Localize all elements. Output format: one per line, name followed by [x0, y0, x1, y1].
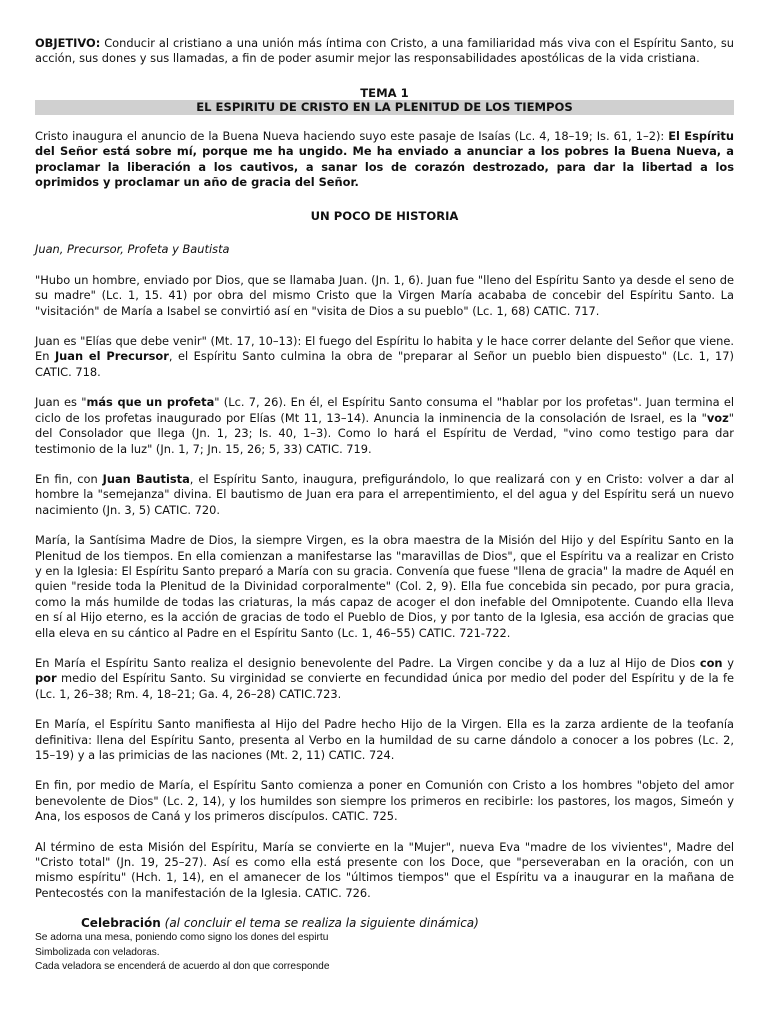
p6-text-a: En María el Espíritu Santo realiza el designio benevolente del Padre. La Virgen concibe y da a luz al Hijo de Dios [35, 655, 700, 670]
p6-bold-por: por [35, 671, 57, 686]
historia-subtitle: Juan, Precursor, Profeta y Bautista [35, 242, 230, 257]
celebracion-line-3: Cada veladora se encenderá de acuerdo al don que corresponde [35, 961, 330, 973]
p3-text-c: " (Lc. 7, 26). En él, el Espíritu Santo consuma el "hablar por los profetas". Juan termina el ciclo de los profetas inaugurado por Elías (Mt 11, 13–14). Anuncia la inminencia de la consolación de Israel, es la " [35, 395, 734, 425]
paragraph-9: Al término de esta Misión del Espíritu, María se convierte en la "Mujer", nueva Eva "madre de los vivientes", Madre del "Cristo total" (Jn. 19, 25–27). Así es como ella está presente con los Doce, que "perseveraban en la oración, con un mismo espíritu" (Hch. 1, 14), en el amanecer de los "últimos tiempos" que el Espíritu va a inaugurar en la mañana de Pentecostés con la manifestación de la Iglesia. CATIC. 726. [35, 839, 734, 900]
paragraph-6 [35, 656, 734, 702]
paragraph-7: En María, el Espíritu Santo manifiesta al Hijo del Padre hecho Hijo de la Virgen. Ella es la zarza ardiente de la teofanía definitiva: llena del Espíritu Santo, presenta al Verbo en la humildad de su carne dándolo a conocer a los pobres (Lc. 2, 15–19) y a las primicias de las naciones (Mt. 2, 11) CATIC. 724. [35, 717, 734, 762]
p4-bold: Juan Bautista [102, 471, 190, 486]
intro-paragraph [35, 129, 734, 191]
p4-text-c: , el Espíritu Santo, inaugura, prefigurándolo, lo que realizará con y en Cristo: volver a dar al hombre la "semejanza" divina. El bautismo de Juan era para el arrepentimiento, el del agua y del Espíritu será un nuevo nacimiento (Jn. 3, 5) CATIC. 720. [35, 471, 734, 517]
p6-text-e: medio del Espíritu Santo. Su virginidad se convierte en fecundidad única por medio del poder del Espíritu y de la fe (Lc. 1, 26–38; Rm. 4, 18–21; Ga. 4, 26–28) CATIC.723. [35, 671, 734, 701]
celebracion-line-2: Simbolizada con veladoras. [35, 946, 160, 958]
p2-text-a: Juan es "Elías que debe venir" (Mt. 17, 10–13): El fuego del Espíritu lo habita y le hace correr delante del Señor que viene. En [35, 334, 734, 364]
p2-bold: Juan el Precursor [54, 349, 169, 364]
p3-bold-voz: voz [706, 410, 729, 425]
objetivo-paragraph [35, 36, 734, 67]
paragraph-8: En fin, por medio de María, el Espíritu Santo comienza a poner en Comunión con Cristo a los hombres "objeto del amor benevolente de Dios" (Lc. 2, 14), y los humildes son siempre los primeros en recibirle: los pastores, los magos, Simeón y Ana, los esposos de Caná y los primeros discípulos. CATIC. 725. [35, 778, 734, 824]
celebracion-heading [35, 916, 734, 931]
p2-text-c: , el Espíritu Santo culmina la obra de "preparar al Señor un pueblo bien dispuesto" (Lc. 1, 17) CATIC. 718. [35, 349, 734, 379]
tema-number: TEMA 1 [360, 85, 409, 100]
p3-text-a: Juan es " [35, 395, 87, 410]
intro-bold-quote: El Espíritu del Señor está sobre mí, porque me ha ungido. Me ha enviado a anunciar a los pobres la Buena Nueva, a proclamar la liberación a los cautivos, a sanar los de corazón destrozado, para dar la libertad a los oprimidos y proclamar un año de gracia del Señor. [35, 128, 734, 190]
paragraph-5: María, la Santísima Madre de Dios, la siempre Virgen, es la obra maestra de la Misión del Hijo y del Espíritu Santo en la Plenitud de los tiempos. En ella comienzan a manifestarse las "maravillas de Dios", que el Espíritu va a realizar en Cristo y en la Iglesia: El Espíritu Santo preparó a María con su gracia. Convenía que fuese "llena de gracia" la madre de Aquél en quien "reside toda la Plenitud de la Divinidad corporalmente" (Col. 2, 9). Ella fue concebida sin pecado, por pura gracia, como la más humilde de todas las criaturas, la más capaz de acoger el don inefable del Omnipotente. Cuando ella lleva en sí al Hijo eterno, es la acción de gracias de todo el Pueblo de Dios, y por tanto de la Iglesia, esa acción de gracias que ella eleva en su cántico al Padre en el Espíritu Santo (Lc. 1, 46–55) CATIC. 721-722. [35, 533, 734, 640]
p6-text-c: y [722, 655, 734, 670]
celebracion-note: (al concluir el tema se realiza la siguiente dinámica) [160, 916, 479, 931]
paragraph-3 [35, 395, 734, 457]
p3-bold-profeta: más que un profeta [86, 395, 215, 410]
intro-text: Cristo inaugura el anuncio de la Buena Nueva haciendo suyo este pasaje de Isaías (Lc. 4, 18–19; Is. 61, 1–2): [35, 128, 669, 143]
paragraph-2 [35, 334, 734, 380]
paragraph-4 [35, 472, 734, 518]
p6-bold-con: con [699, 655, 723, 670]
p3-text-e: " del Consolador que llega (Jn. 1, 23; Is. 40, 1–3). Como lo hará el Espíritu de Verdad, "vino como testigo para dar testimonio de la luz" (Jn. 1, 7; Jn. 15, 26; 5, 33) CATIC. 719. [35, 410, 734, 456]
p4-text-a: En fin, con [35, 471, 103, 486]
paragraph-1: "Hubo un hombre, enviado por Dios, que se llamaba Juan. (Jn. 1, 6). Juan fue "lleno del Espíritu Santo ya desde el seno de su madre" (Lc. 1, 15. 41) por obra del mismo Cristo que la Virgen María acababa de concebir del Espíritu Santo. La "visitación" de María a Isabel se convirtió así en "visita de Dios a su pueblo" (Lc. 1, 68) CATIC. 717. [35, 272, 734, 318]
celebracion-line-1: Se adorna una mesa, poniendo como signo los dones del espirtu [35, 932, 329, 944]
objetivo-label: OBJETIVO: [35, 36, 101, 50]
historia-heading: UN POCO DE HISTORIA [310, 209, 459, 224]
celebracion-title: Celebración [81, 916, 161, 931]
objetivo-text: Conducir al cristiano a una unión más íntima con Cristo, a una familiaridad más viva con el Espíritu Santo, su acción, sus dones y sus llamadas, a fin de poder asumir mejor las responsabilidades apostólicas de la vida cristiana. [35, 36, 734, 66]
tema-title: EL ESPIRITU DE CRISTO EN LA PLENITUD DE LOS TIEMPOS [35, 100, 734, 115]
